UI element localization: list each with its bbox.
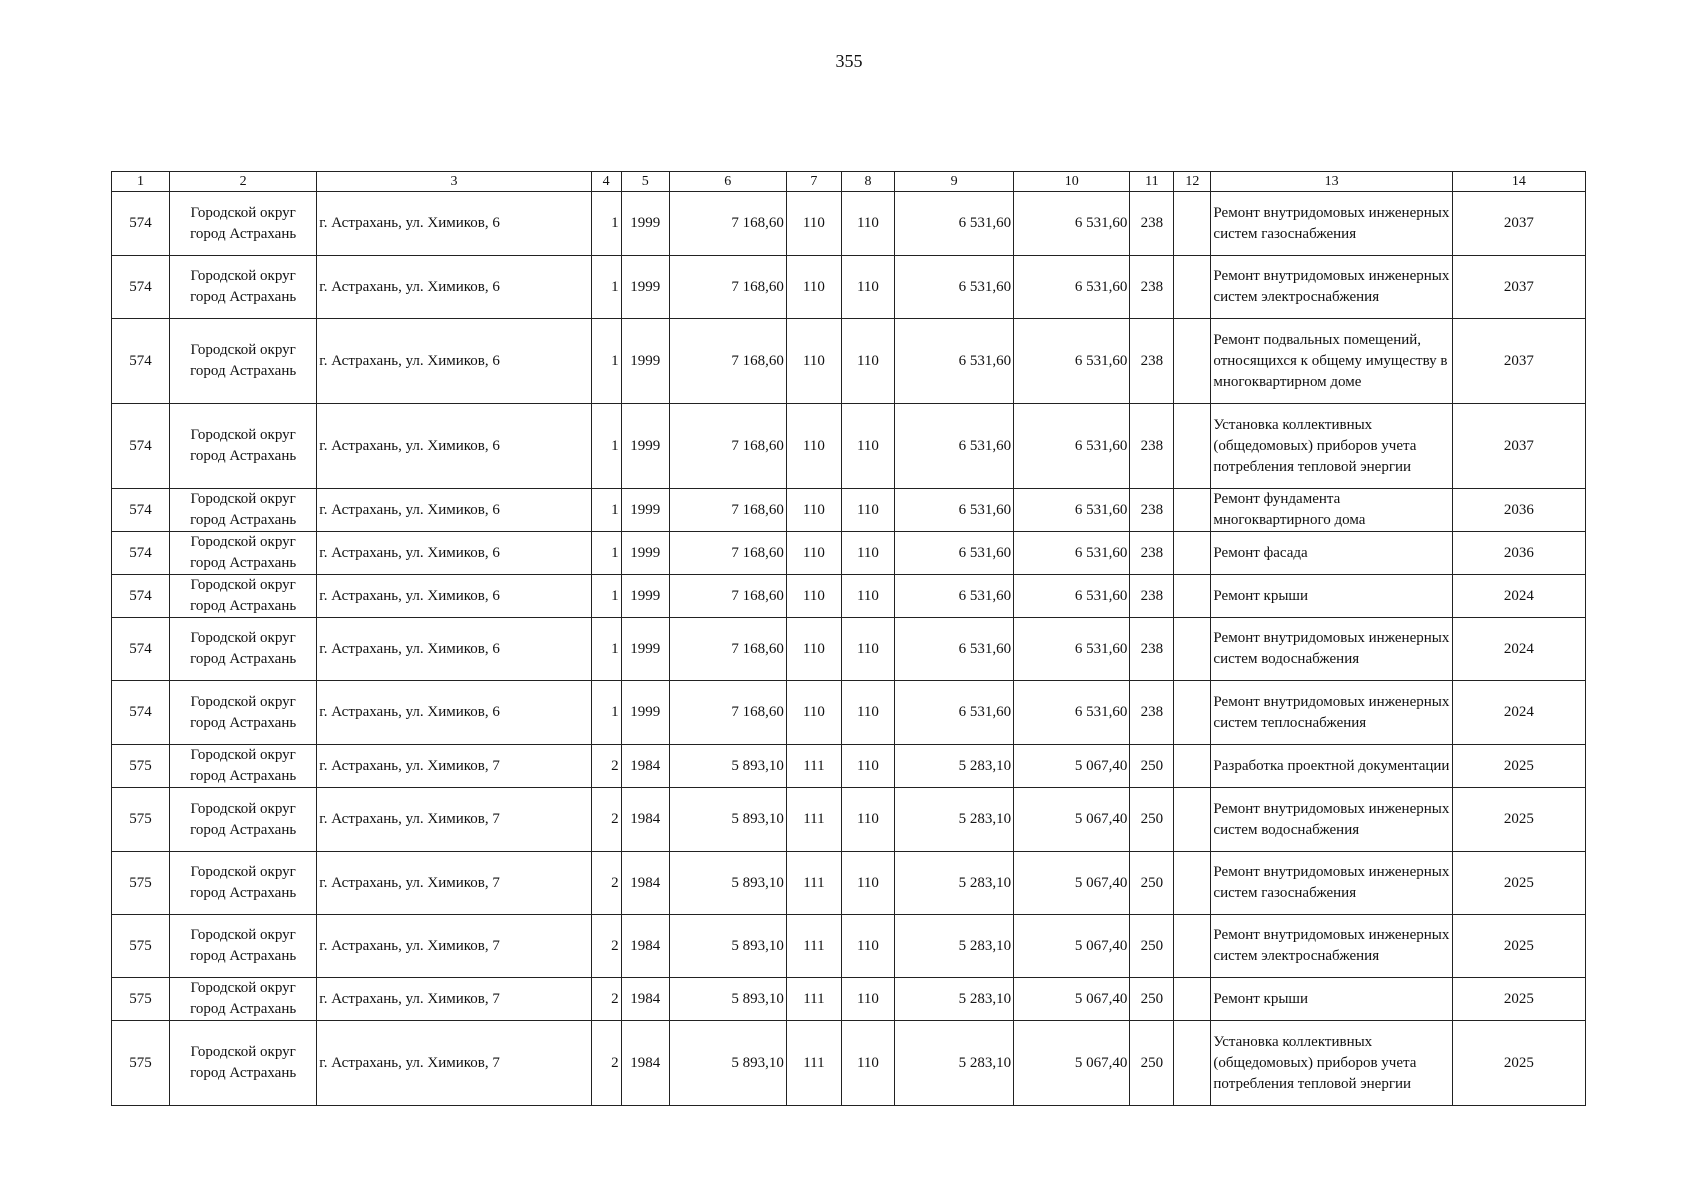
- table-header: [112, 172, 1586, 192]
- cell-work-type: Ремонт внутридомовых инженерных систем водоснабжения: [1211, 618, 1452, 681]
- table-row: [112, 618, 1586, 681]
- cell-address: г. Астрахань, ул. Химиков, 6: [317, 256, 591, 319]
- cell-col10: 5 067,40: [1014, 978, 1130, 1021]
- cell-col6: 7 168,60: [669, 319, 786, 404]
- cell-col11: 238: [1130, 681, 1174, 745]
- cell-year: 1999: [621, 404, 669, 489]
- column-header-5: 5: [621, 172, 669, 192]
- cell-col4: 1: [591, 681, 621, 745]
- cell-municipality: Городской округ город Астрахань: [170, 681, 317, 745]
- cell-col11: 238: [1130, 575, 1174, 618]
- cell-col9: 6 531,60: [895, 681, 1014, 745]
- cell-col4: 2: [591, 745, 621, 788]
- table-row: [112, 256, 1586, 319]
- cell-col7: 110: [786, 681, 841, 745]
- cell-year: 1999: [621, 319, 669, 404]
- cell-work-type: Ремонт внутридомовых инженерных систем газоснабжения: [1211, 192, 1452, 256]
- cell-col8: 110: [841, 404, 894, 489]
- cell-col6: 7 168,60: [669, 618, 786, 681]
- cell-col12: [1174, 1021, 1211, 1106]
- cell-year: 1984: [621, 788, 669, 852]
- cell-municipality: Городской округ город Астрахань: [170, 575, 317, 618]
- cell-col6: 7 168,60: [669, 575, 786, 618]
- column-header-6: 6: [669, 172, 786, 192]
- cell-number: 574: [112, 192, 170, 256]
- column-header-12: 12: [1174, 172, 1211, 192]
- cell-col7: 110: [786, 618, 841, 681]
- cell-col11: 238: [1130, 618, 1174, 681]
- cell-work-type: Ремонт фундамента многоквартирного дома: [1211, 489, 1452, 532]
- cell-year: 1984: [621, 978, 669, 1021]
- cell-col8: 110: [841, 319, 894, 404]
- table-row: [112, 915, 1586, 978]
- cell-address: г. Астрахань, ул. Химиков, 6: [317, 681, 591, 745]
- cell-col9: 5 283,10: [895, 788, 1014, 852]
- cell-number: 575: [112, 915, 170, 978]
- cell-address: г. Астрахань, ул. Химиков, 7: [317, 788, 591, 852]
- column-header-13: 13: [1211, 172, 1452, 192]
- cell-number: 575: [112, 788, 170, 852]
- cell-col11: 250: [1130, 852, 1174, 915]
- table-row: [112, 192, 1586, 256]
- cell-work-type: Ремонт внутридомовых инженерных систем электроснабжения: [1211, 256, 1452, 319]
- column-header-10: 10: [1014, 172, 1130, 192]
- cell-col8: 110: [841, 745, 894, 788]
- cell-col4: 1: [591, 192, 621, 256]
- cell-number: 574: [112, 256, 170, 319]
- cell-term: 2036: [1452, 489, 1585, 532]
- column-header-4: 4: [591, 172, 621, 192]
- cell-col6: 5 893,10: [669, 915, 786, 978]
- cell-col8: 110: [841, 532, 894, 575]
- table-row: [112, 788, 1586, 852]
- cell-work-type: Ремонт внутридомовых инженерных систем газоснабжения: [1211, 852, 1452, 915]
- cell-col6: 7 168,60: [669, 404, 786, 489]
- cell-term: 2037: [1452, 192, 1585, 256]
- cell-col12: [1174, 852, 1211, 915]
- cell-col10: 6 531,60: [1014, 404, 1130, 489]
- cell-col6: 7 168,60: [669, 532, 786, 575]
- cell-col12: [1174, 489, 1211, 532]
- cell-col11: 250: [1130, 978, 1174, 1021]
- table-row: [112, 575, 1586, 618]
- cell-col10: 6 531,60: [1014, 256, 1130, 319]
- cell-col11: 238: [1130, 256, 1174, 319]
- cell-term: 2025: [1452, 788, 1585, 852]
- cell-year: 1999: [621, 681, 669, 745]
- cell-col7: 111: [786, 1021, 841, 1106]
- cell-col8: 110: [841, 575, 894, 618]
- cell-col8: 110: [841, 618, 894, 681]
- cell-col7: 110: [786, 575, 841, 618]
- column-header-11: 11: [1130, 172, 1174, 192]
- cell-address: г. Астрахань, ул. Химиков, 6: [317, 532, 591, 575]
- cell-col10: 6 531,60: [1014, 575, 1130, 618]
- cell-work-type: Разработка проектной документации: [1211, 745, 1452, 788]
- cell-col11: 250: [1130, 915, 1174, 978]
- cell-number: 575: [112, 745, 170, 788]
- cell-col9: 5 283,10: [895, 915, 1014, 978]
- cell-number: 574: [112, 681, 170, 745]
- column-header-9: 9: [895, 172, 1014, 192]
- cell-col6: 5 893,10: [669, 1021, 786, 1106]
- cell-term: 2037: [1452, 319, 1585, 404]
- cell-municipality: Городской округ город Астрахань: [170, 978, 317, 1021]
- cell-col4: 2: [591, 788, 621, 852]
- cell-number: 575: [112, 852, 170, 915]
- cell-col12: [1174, 788, 1211, 852]
- cell-col8: 110: [841, 978, 894, 1021]
- cell-col4: 1: [591, 319, 621, 404]
- cell-col10: 6 531,60: [1014, 192, 1130, 256]
- cell-col7: 110: [786, 319, 841, 404]
- cell-col8: 110: [841, 852, 894, 915]
- cell-address: г. Астрахань, ул. Химиков, 6: [317, 575, 591, 618]
- cell-col4: 2: [591, 978, 621, 1021]
- cell-term: 2025: [1452, 915, 1585, 978]
- cell-year: 1999: [621, 256, 669, 319]
- cell-col7: 111: [786, 852, 841, 915]
- cell-address: г. Астрахань, ул. Химиков, 6: [317, 192, 591, 256]
- cell-col12: [1174, 618, 1211, 681]
- column-header-8: 8: [841, 172, 894, 192]
- cell-work-type: Ремонт крыши: [1211, 575, 1452, 618]
- cell-col11: 250: [1130, 788, 1174, 852]
- cell-work-type: Установка коллективных (общедомовых) приборов учета потребления тепловой энергии: [1211, 1021, 1452, 1106]
- cell-col12: [1174, 404, 1211, 489]
- cell-col7: 111: [786, 978, 841, 1021]
- cell-col11: 238: [1130, 532, 1174, 575]
- cell-col6: 5 893,10: [669, 852, 786, 915]
- cell-col10: 6 531,60: [1014, 618, 1130, 681]
- cell-term: 2024: [1452, 618, 1585, 681]
- cell-col9: 5 283,10: [895, 852, 1014, 915]
- cell-address: г. Астрахань, ул. Химиков, 7: [317, 978, 591, 1021]
- cell-municipality: Городской округ город Астрахань: [170, 319, 317, 404]
- cell-col10: 5 067,40: [1014, 915, 1130, 978]
- cell-number: 574: [112, 532, 170, 575]
- cell-col4: 1: [591, 532, 621, 575]
- cell-number: 574: [112, 319, 170, 404]
- cell-number: 575: [112, 1021, 170, 1106]
- cell-address: г. Астрахань, ул. Химиков, 7: [317, 1021, 591, 1106]
- cell-col4: 1: [591, 256, 621, 319]
- cell-col11: 238: [1130, 404, 1174, 489]
- cell-address: г. Астрахань, ул. Химиков, 7: [317, 915, 591, 978]
- cell-col11: 238: [1130, 319, 1174, 404]
- cell-address: г. Астрахань, ул. Химиков, 6: [317, 404, 591, 489]
- cell-term: 2025: [1452, 745, 1585, 788]
- cell-work-type: Ремонт внутридомовых инженерных систем теплоснабжения: [1211, 681, 1452, 745]
- table-row: [112, 745, 1586, 788]
- cell-col10: 5 067,40: [1014, 745, 1130, 788]
- cell-municipality: Городской округ город Астрахань: [170, 532, 317, 575]
- cell-col12: [1174, 256, 1211, 319]
- table-row: [112, 489, 1586, 532]
- cell-number: 574: [112, 575, 170, 618]
- cell-col10: 6 531,60: [1014, 319, 1130, 404]
- cell-col9: 6 531,60: [895, 489, 1014, 532]
- cell-col10: 5 067,40: [1014, 852, 1130, 915]
- cell-term: 2037: [1452, 404, 1585, 489]
- cell-work-type: Ремонт подвальных помещений, относящихся к общему имуществу в многоквартирном доме: [1211, 319, 1452, 404]
- cell-col4: 1: [591, 575, 621, 618]
- cell-col8: 110: [841, 192, 894, 256]
- cell-year: 1999: [621, 192, 669, 256]
- cell-col9: 6 531,60: [895, 319, 1014, 404]
- cell-col7: 110: [786, 192, 841, 256]
- column-header-14: 14: [1452, 172, 1585, 192]
- cell-work-type: Установка коллективных (общедомовых) приборов учета потребления тепловой энергии: [1211, 404, 1452, 489]
- cell-col7: 111: [786, 915, 841, 978]
- cell-year: 1999: [621, 618, 669, 681]
- cell-col6: 7 168,60: [669, 489, 786, 532]
- cell-number: 575: [112, 978, 170, 1021]
- cell-address: г. Астрахань, ул. Химиков, 6: [317, 489, 591, 532]
- cell-col6: 7 168,60: [669, 256, 786, 319]
- cell-year: 1999: [621, 489, 669, 532]
- cell-col8: 110: [841, 681, 894, 745]
- cell-term: 2025: [1452, 978, 1585, 1021]
- cell-municipality: Городской округ город Астрахань: [170, 1021, 317, 1106]
- cell-col7: 111: [786, 788, 841, 852]
- cell-col6: 5 893,10: [669, 745, 786, 788]
- cell-col11: 250: [1130, 745, 1174, 788]
- cell-col7: 110: [786, 489, 841, 532]
- cell-year: 1999: [621, 532, 669, 575]
- cell-col8: 110: [841, 788, 894, 852]
- cell-col10: 6 531,60: [1014, 681, 1130, 745]
- cell-col9: 5 283,10: [895, 978, 1014, 1021]
- cell-col6: 5 893,10: [669, 788, 786, 852]
- cell-term: 2025: [1452, 852, 1585, 915]
- cell-year: 1984: [621, 745, 669, 788]
- cell-col7: 111: [786, 745, 841, 788]
- cell-col9: 6 531,60: [895, 575, 1014, 618]
- column-header-3: 3: [317, 172, 591, 192]
- cell-col4: 2: [591, 915, 621, 978]
- cell-col6: 7 168,60: [669, 681, 786, 745]
- cell-col6: 7 168,60: [669, 192, 786, 256]
- cell-year: 1999: [621, 575, 669, 618]
- cell-col4: 1: [591, 618, 621, 681]
- cell-municipality: Городской округ город Астрахань: [170, 256, 317, 319]
- cell-term: 2036: [1452, 532, 1585, 575]
- cell-work-type: Ремонт внутридомовых инженерных систем водоснабжения: [1211, 788, 1452, 852]
- cell-col8: 110: [841, 256, 894, 319]
- cell-col10: 5 067,40: [1014, 788, 1130, 852]
- registry-table: [111, 171, 1586, 1106]
- cell-col7: 110: [786, 256, 841, 319]
- cell-col4: 2: [591, 1021, 621, 1106]
- cell-col12: [1174, 681, 1211, 745]
- cell-number: 574: [112, 489, 170, 532]
- cell-work-type: Ремонт внутридомовых инженерных систем электроснабжения: [1211, 915, 1452, 978]
- cell-col6: 5 893,10: [669, 978, 786, 1021]
- cell-municipality: Городской округ город Астрахань: [170, 404, 317, 489]
- cell-col4: 2: [591, 852, 621, 915]
- cell-year: 1984: [621, 852, 669, 915]
- page-number: 355: [835, 51, 863, 71]
- cell-col9: 5 283,10: [895, 745, 1014, 788]
- cell-municipality: Городской округ город Астрахань: [170, 745, 317, 788]
- cell-col10: 5 067,40: [1014, 1021, 1130, 1106]
- cell-year: 1984: [621, 1021, 669, 1106]
- cell-col4: 1: [591, 489, 621, 532]
- cell-municipality: Городской округ город Астрахань: [170, 915, 317, 978]
- cell-col12: [1174, 978, 1211, 1021]
- table-body: [112, 192, 1586, 1106]
- column-header-2: 2: [170, 172, 317, 192]
- column-header-7: 7: [786, 172, 841, 192]
- column-number-row: [112, 172, 1586, 192]
- cell-col11: 250: [1130, 1021, 1174, 1106]
- cell-address: г. Астрахань, ул. Химиков, 7: [317, 852, 591, 915]
- cell-col9: 6 531,60: [895, 256, 1014, 319]
- cell-col9: 5 283,10: [895, 1021, 1014, 1106]
- table-row: [112, 319, 1586, 404]
- cell-col12: [1174, 532, 1211, 575]
- cell-term: 2037: [1452, 256, 1585, 319]
- cell-municipality: Городской округ город Астрахань: [170, 618, 317, 681]
- cell-address: г. Астрахань, ул. Химиков, 6: [317, 319, 591, 404]
- cell-work-type: Ремонт фасада: [1211, 532, 1452, 575]
- table-row: [112, 404, 1586, 489]
- cell-col12: [1174, 745, 1211, 788]
- cell-col8: 110: [841, 915, 894, 978]
- cell-col12: [1174, 319, 1211, 404]
- cell-col9: 6 531,60: [895, 532, 1014, 575]
- cell-municipality: Городской округ город Астрахань: [170, 192, 317, 256]
- cell-year: 1984: [621, 915, 669, 978]
- cell-col10: 6 531,60: [1014, 489, 1130, 532]
- cell-col12: [1174, 915, 1211, 978]
- cell-col10: 6 531,60: [1014, 532, 1130, 575]
- cell-col12: [1174, 192, 1211, 256]
- cell-term: 2025: [1452, 1021, 1585, 1106]
- cell-col7: 110: [786, 404, 841, 489]
- cell-col7: 110: [786, 532, 841, 575]
- cell-col8: 110: [841, 489, 894, 532]
- cell-municipality: Городской округ город Астрахань: [170, 852, 317, 915]
- cell-number: 574: [112, 618, 170, 681]
- cell-address: г. Астрахань, ул. Химиков, 6: [317, 618, 591, 681]
- cell-col4: 1: [591, 404, 621, 489]
- cell-col9: 6 531,60: [895, 192, 1014, 256]
- cell-municipality: Городской округ город Астрахань: [170, 788, 317, 852]
- cell-col12: [1174, 575, 1211, 618]
- cell-col11: 238: [1130, 489, 1174, 532]
- cell-work-type: Ремонт крыши: [1211, 978, 1452, 1021]
- cell-col9: 6 531,60: [895, 618, 1014, 681]
- table-row: [112, 1021, 1586, 1106]
- cell-col9: 6 531,60: [895, 404, 1014, 489]
- cell-term: 2024: [1452, 681, 1585, 745]
- cell-col8: 110: [841, 1021, 894, 1106]
- cell-term: 2024: [1452, 575, 1585, 618]
- table-row: [112, 852, 1586, 915]
- table-row: [112, 681, 1586, 745]
- table-row: [112, 532, 1586, 575]
- cell-address: г. Астрахань, ул. Химиков, 7: [317, 745, 591, 788]
- table-row: [112, 978, 1586, 1021]
- column-header-1: 1: [112, 172, 170, 192]
- cell-municipality: Городской округ город Астрахань: [170, 489, 317, 532]
- cell-col11: 238: [1130, 192, 1174, 256]
- cell-number: 574: [112, 404, 170, 489]
